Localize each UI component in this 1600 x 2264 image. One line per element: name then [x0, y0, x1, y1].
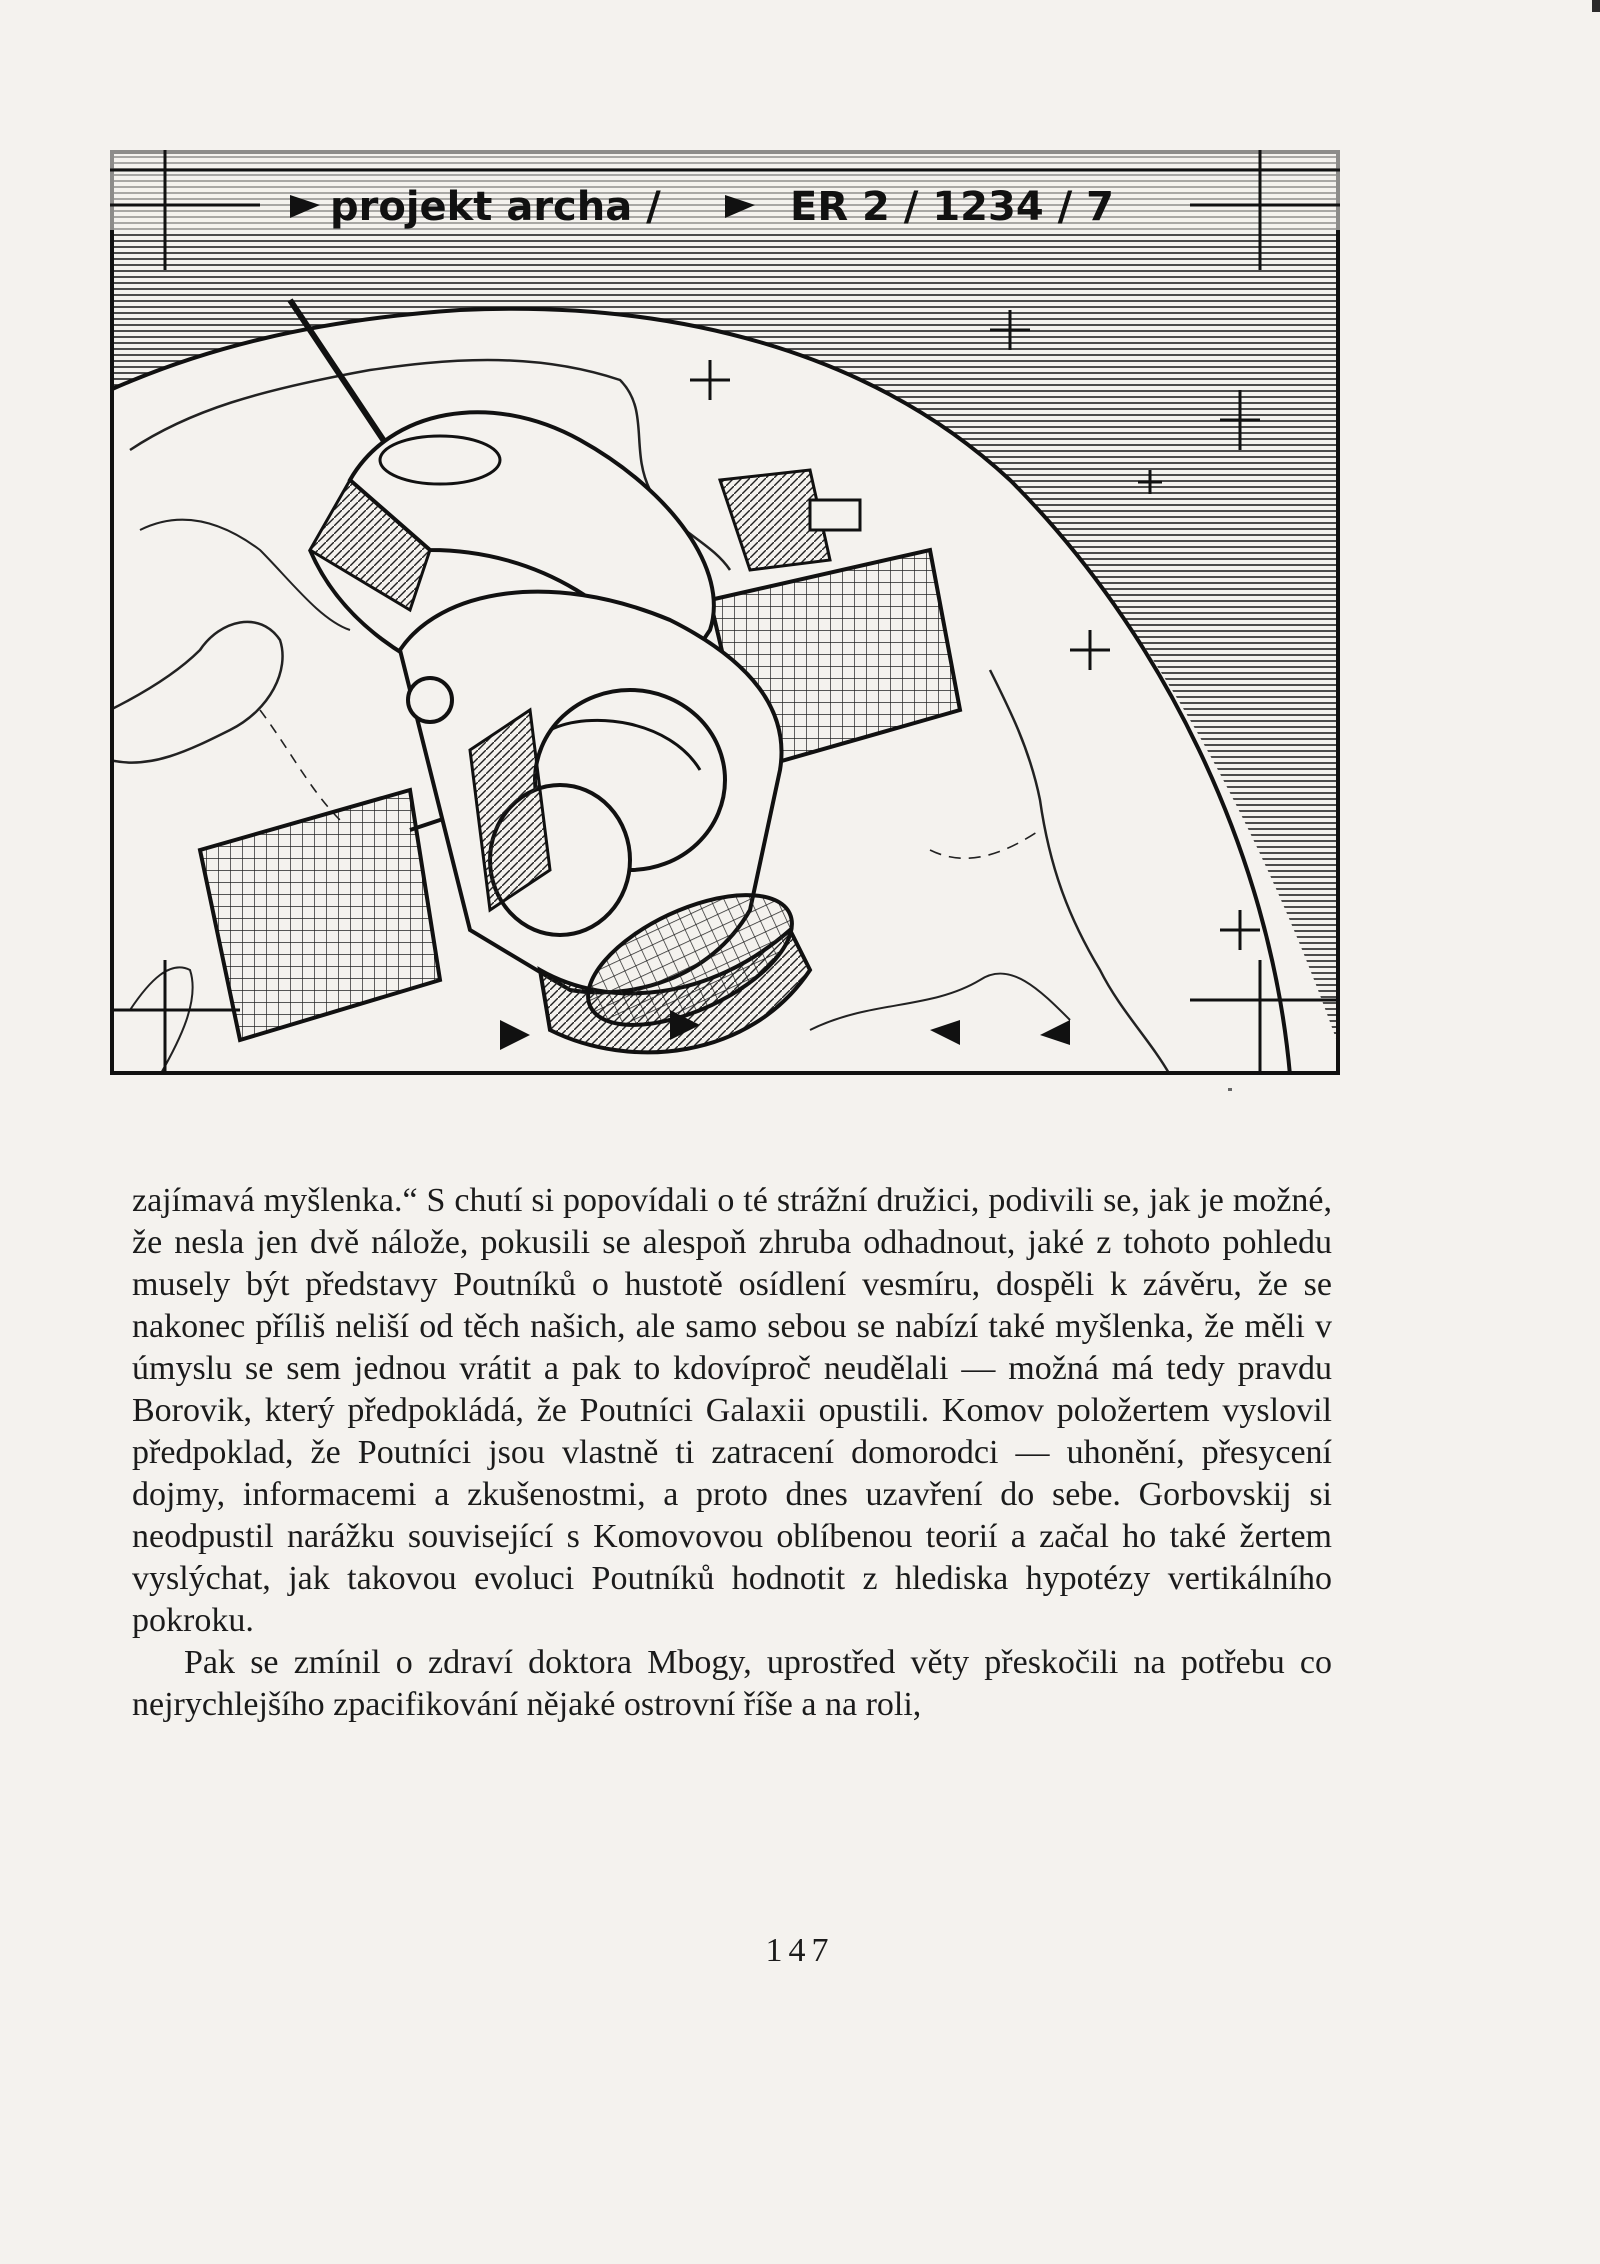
paragraph-1: zajímavá myšlenka.“ S chutí si popovídali o té strážní družici, podivili se, jak je možné, že nesla jen dvě nálože, pokusili se alespoň zhruba odhadnout, jaké z tohoto pohledu musely být představy Poutníků o hustotě osídlení vesmíru, dospěli k závěru, že se nakonec příliš neliší od těch našich, ale samo sebou se nabízí také myšlenka, že měli v úmyslu se sem jednou vrátit a pak to kdovíproč neudělali — možná má tedy pravdu Borovik, který předpokládá, že Poutníci Galaxii opustili. Komov položertem vyslovil předpoklad, že Poutníci jsou vlastně ti zatracení domorodci — uhonění, přesycení dojmy, informacemi a zkušenostmi, a proto dnes uzavření do sebe. Gorbovskij si neodpustil narážku související s Komovovou oblíbenou teorií a začal ho také žertem vyslýchat, jak takovou evoluci Poutníků hodnotit z hlediska hypotézy vertikálního pokroku.	[132, 1182, 1332, 1639]
satellite-illustration	[110, 150, 1340, 1075]
page-edge-mark	[1592, 0, 1600, 12]
paragraph-2: Pak se zmínil o zdraví doktora Mbogy, uprostřed věty přeskočili na potřebu co nejrychlejšího zpacifikování nějaké ostrovní říše a na roli,	[132, 1644, 1332, 1723]
caption-label-1: projekt archa /	[330, 184, 661, 230]
page-number: 147	[765, 1932, 835, 1969]
print-dot	[1228, 1088, 1232, 1091]
satellite-drawing	[110, 150, 1340, 1075]
caption-label-2: ER 2 / 1234 / 7	[790, 184, 1114, 230]
body-text	[132, 1180, 1332, 1726]
